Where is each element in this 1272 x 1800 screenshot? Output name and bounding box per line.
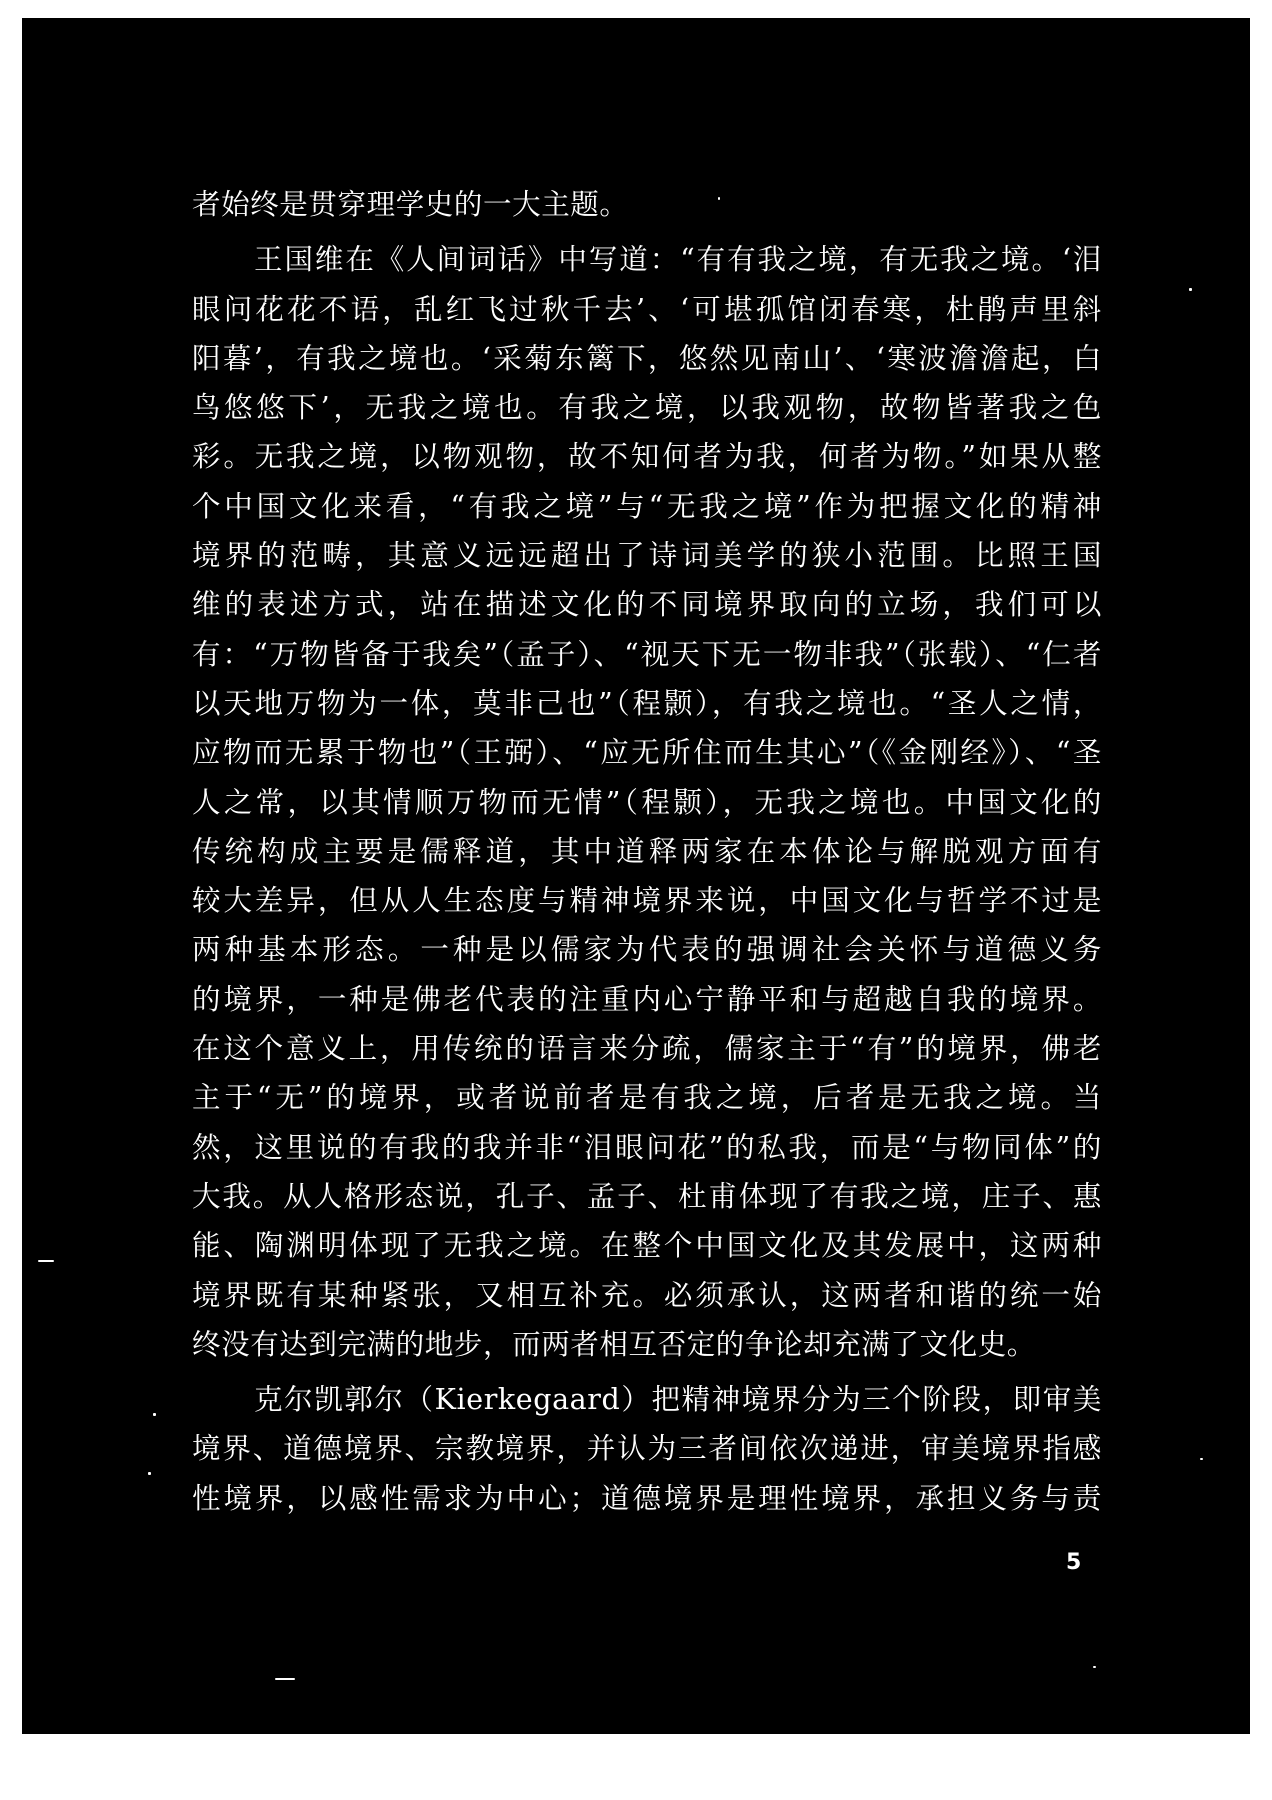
scan-speck: [1200, 1458, 1203, 1460]
scan-speck: [275, 1678, 295, 1680]
body-text: [192, 180, 1102, 1523]
text-line: 以天地万物为一体，莫非己也”（程颢），有我之境也。“圣人之情，: [192, 686, 1102, 720]
paragraph-1: [192, 180, 1102, 229]
scan-speck: [1093, 1666, 1096, 1668]
text-line: 境界的范畴，其意义远远超出了诗词美学的狭小范围。比照王国: [192, 539, 1102, 573]
text-line: 境界既有某种紧张，又相互补充。必须承认，这两者和谐的统一始: [192, 1278, 1102, 1312]
text-line: 维的表述方式，站在描述文化的不同境界取向的立场，我们可以: [192, 588, 1102, 622]
text-line: 较大差异，但从人生态度与精神境界来说，中国文化与哲学不过是: [192, 884, 1102, 918]
scan-speck: [718, 197, 720, 200]
text-line: 克尔凯郭尔（Kierkegaard）把精神境界分为三个阶段，即审美: [254, 1383, 1102, 1417]
text-line: 在这个意义上，用传统的语言来分疏，儒家主于“有”的境界，佛老: [192, 1032, 1102, 1066]
text-line: 性境界，以感性需求为中心；道德境界是理性境界，承担义务与责: [192, 1481, 1102, 1515]
text-line: 阳暮’，有我之境也。‘采菊东篱下，悠然见南山’、‘寒波澹澹起，白: [192, 341, 1102, 375]
text-line: 两种基本形态。一种是以儒家为代表的强调社会关怀与道德义务: [192, 933, 1102, 967]
text-line: 者始终是贯穿理学史的一大主题。: [192, 188, 629, 221]
text-line: 主于“无”的境界，或者说前者是有我之境，后者是无我之境。当: [192, 1081, 1102, 1115]
scan-speck: [1189, 288, 1192, 291]
paragraph-2: [192, 235, 1102, 1369]
text-line: 境界、道德境界、宗教境界，并认为三者间依次递进，审美境界指感: [192, 1432, 1102, 1466]
scan-speck: [153, 1413, 156, 1416]
text-line: 然，这里说的有我的我并非“泪眼问花”的私我，而是“与物同体”的: [192, 1130, 1102, 1164]
text-line: 有：“万物皆备于我矣”（孟子）、“视天下无一物非我”（张载）、“仁者: [192, 637, 1102, 671]
text-line: 传统构成主要是儒释道，其中道释两家在本体论与解脱观方面有: [192, 834, 1102, 868]
text-line: 王国维在《人间词话》中写道：“有有我之境，有无我之境。‘泪: [254, 243, 1102, 277]
text-line: 大我。从人格形态说，孔子、孟子、杜甫体现了有我之境，庄子、惠: [192, 1179, 1102, 1213]
text-line: 彩。无我之境，以物观物，故不知何者为我，何者为物。”如果从整: [192, 440, 1102, 474]
scan-speck: [38, 1260, 54, 1262]
text-line: 能、陶渊明体现了无我之境。在整个中国文化及其发展中，这两种: [192, 1229, 1102, 1263]
text-line: 的境界，一种是佛老代表的注重内心宁静平和与超越自我的境界。: [192, 982, 1102, 1016]
text-line: 鸟悠悠下’，无我之境也。有我之境，以我观物，故物皆著我之色: [192, 391, 1102, 425]
text-line: 应物而无累于物也”（王弼）、“应无所住而生其心”（《金刚经》）、“圣: [192, 736, 1102, 770]
text-line: 终没有达到完满的地步，而两者相互否定的争论却充满了文化史。: [192, 1327, 1036, 1361]
text-line: 眼问花花不语，乱红飞过秋千去’、‘可堪孤馆闭春寒，杜鹃声里斜: [192, 292, 1102, 326]
page-number: 5: [1066, 1550, 1082, 1575]
paragraph-3: [192, 1375, 1102, 1523]
text-line: 人之常，以其情顺万物而无情”（程颢），无我之境也。中国文化的: [192, 785, 1102, 819]
scan-speck: [148, 1472, 151, 1475]
text-line: 个中国文化来看，“有我之境”与“无我之境”作为把握文化的精神: [192, 489, 1102, 523]
